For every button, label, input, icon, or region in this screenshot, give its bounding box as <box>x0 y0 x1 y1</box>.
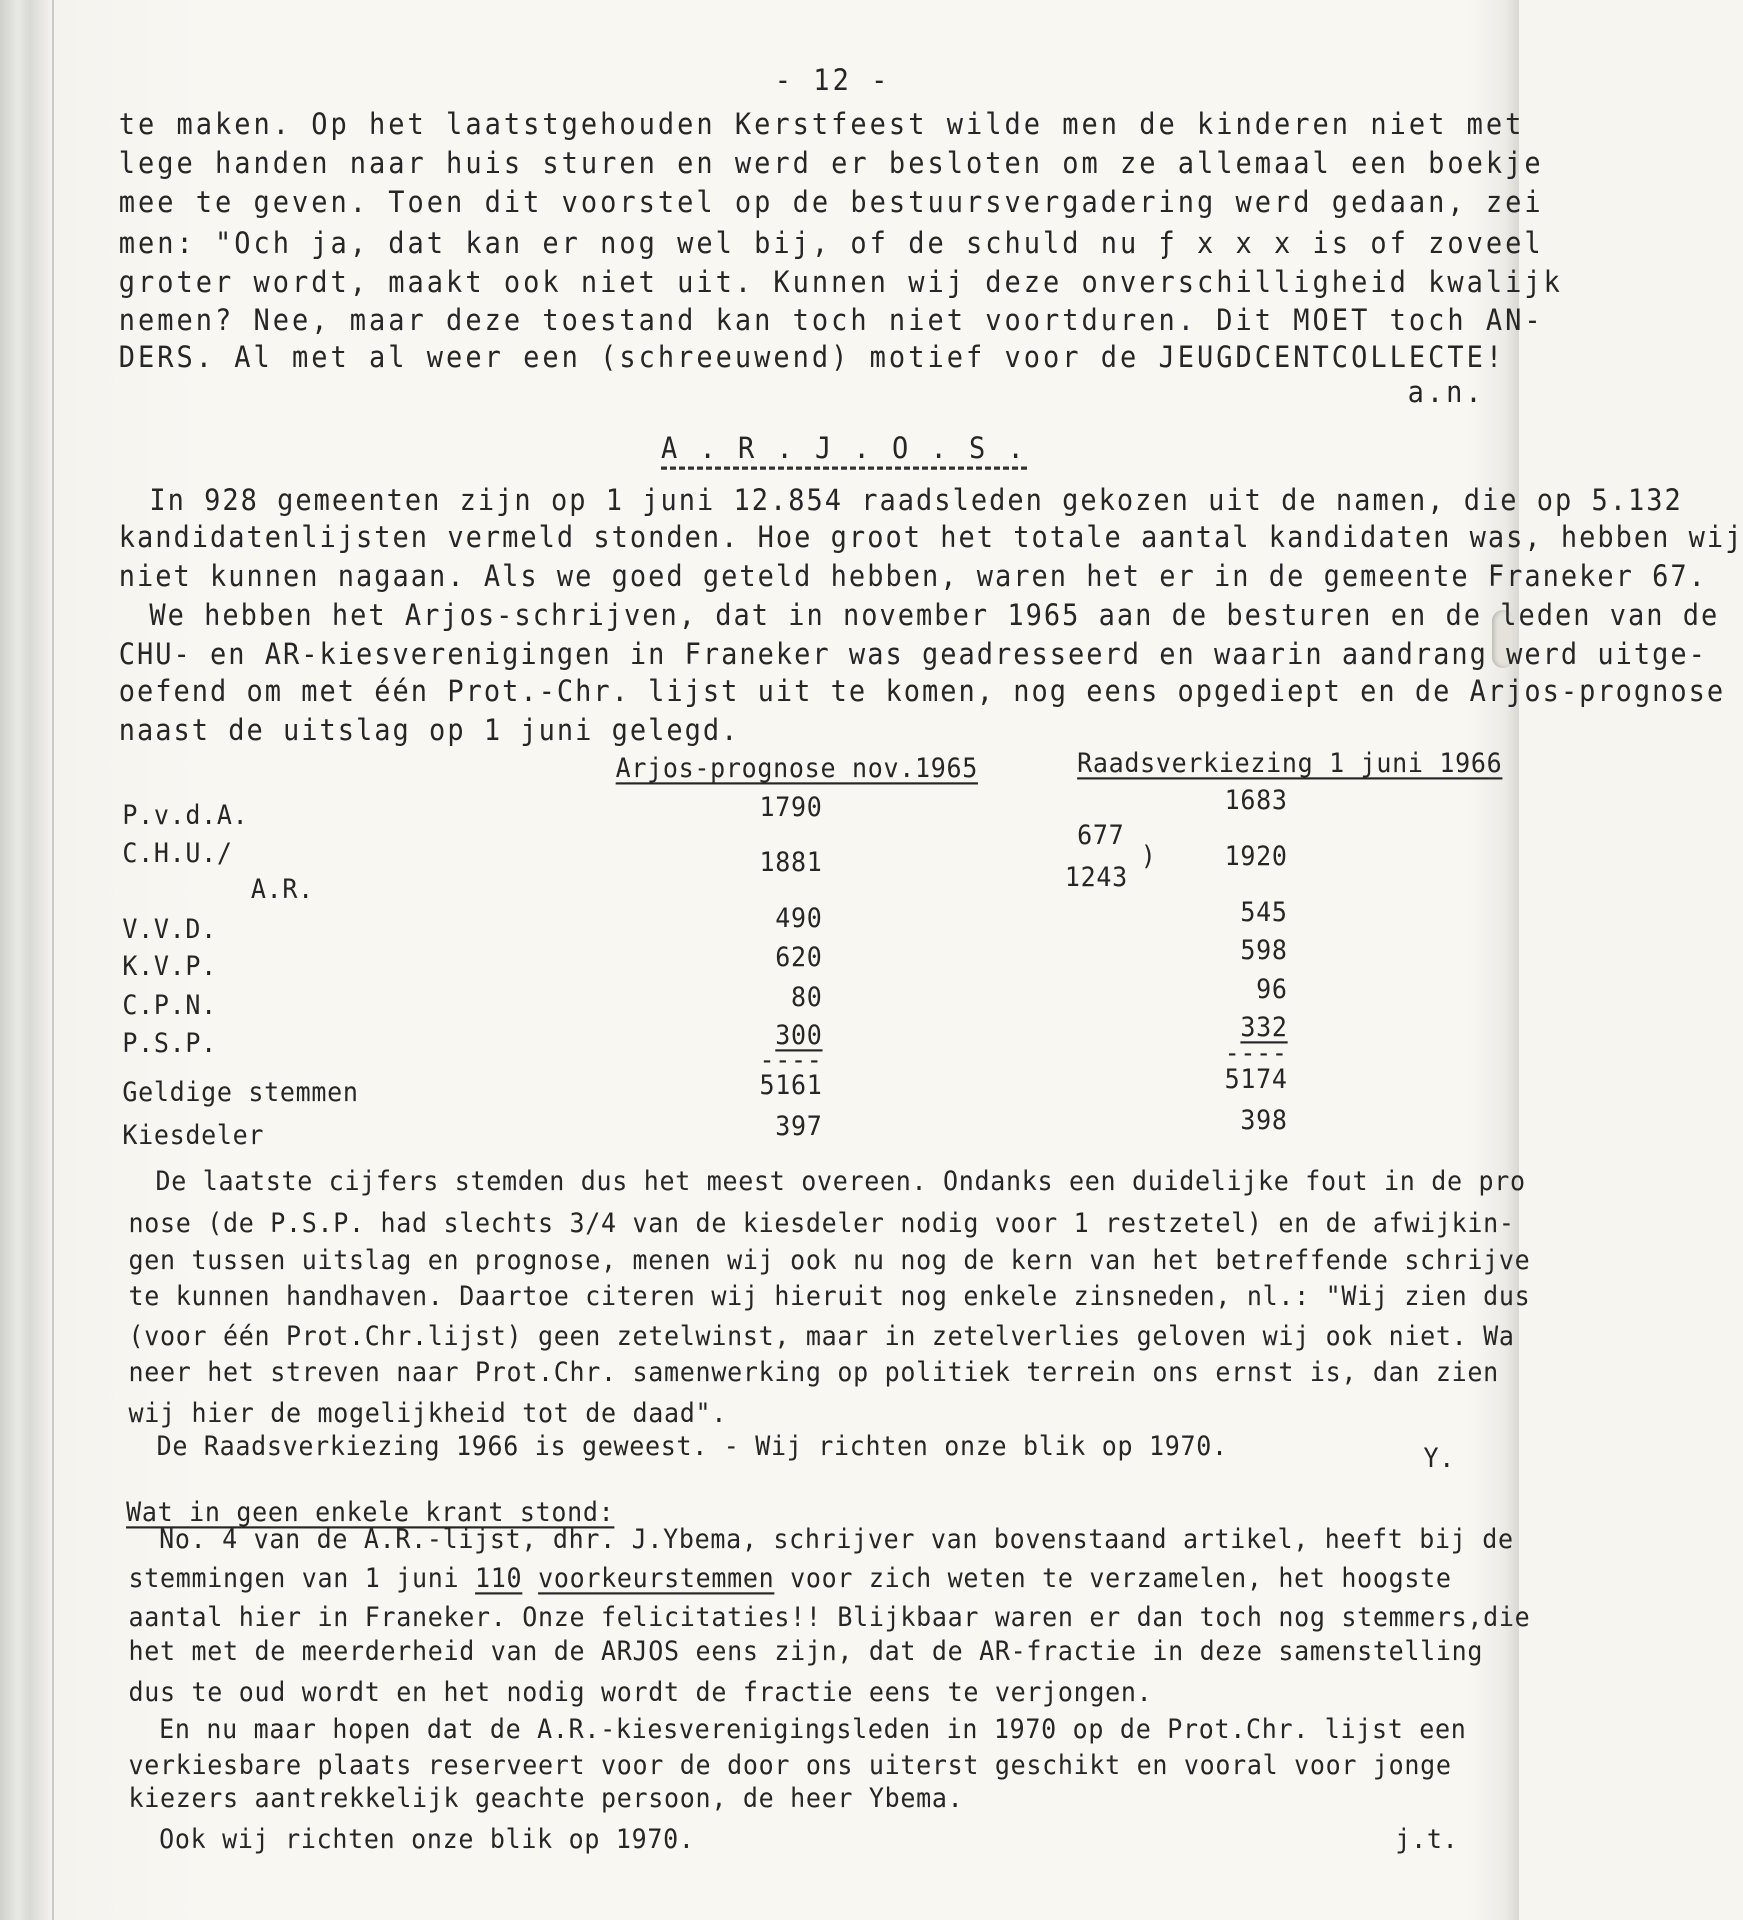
vote-count: 110 <box>475 1562 523 1594</box>
article-line: neer het streven naar Prot.Chr. samenwerking op politiek terrein ons ernst is, dan zien <box>128 1356 1499 1388</box>
note-line: aantal hier in Franeker. Onze felicitaties!! Blijkbaar waren er dan toch nog stemmers,die <box>128 1601 1531 1633</box>
table-total-prognose: 5161 <box>759 1068 823 1101</box>
article-signature: Y. <box>1423 1442 1456 1474</box>
page-edge <box>52 0 54 1920</box>
table-party: V.V.D. <box>122 913 217 945</box>
table-party: P.S.P. <box>122 1027 217 1059</box>
intro-line: lege handen naar huis sturen en werd er besloten om ze allemaal een boekje <box>118 147 1544 181</box>
article-line: (voor één Prot.Chr.lijst) geen zetelwinst, maar in zetelverlies geloven wij ook niet. Wa <box>128 1319 1515 1352</box>
table-party: K.V.P. <box>122 950 217 982</box>
table-header-result: Raadsverkiezing 1 juni 1966 <box>1077 746 1503 779</box>
note-signature: j.t. <box>1395 1822 1459 1855</box>
table-prognose: 1790 <box>759 790 823 823</box>
table-result: 1920 <box>1224 839 1288 872</box>
intro-line: men: "Och ja, dat kan er nog wel bij, of de schuld nu ƒ x x x is of zoveel <box>118 226 1544 261</box>
article-line: niet kunnen nagaan. Als we goed geteld hebben, waren het er in de gemeente Franeker 67. <box>118 559 1707 594</box>
note-line: dus te oud wordt en het nodig wordt de fractie eens te verjongen. <box>128 1675 1153 1708</box>
table-total-label: Geldige stemmen <box>122 1076 359 1108</box>
note-line: kiezers aantrekkelijk geachte persoon, de heer Ybema. <box>128 1782 964 1814</box>
intro-line: mee te geven. Toen dit voorstel op de bestuursvergadering werd gedaan, zei <box>118 186 1544 220</box>
article-line: We hebben het Arjos-schrijven, dat in november 1965 aan de besturen en de leden van de <box>149 598 1720 633</box>
table-total-prognose: 397 <box>775 1110 823 1142</box>
note-line: En nu maar hopen dat de A.R.-kiesverenigingsleden in 1970 op de Prot.Chr. lijst een <box>159 1712 1467 1744</box>
table-separator: ---- <box>759 1044 823 1076</box>
table-total-label: Kiesdeler <box>122 1118 265 1151</box>
article-line: oefend om met één Prot.-Chr. lijst uit te komen, nog eens opgediept en de Arjos-prognose <box>118 674 1726 709</box>
table-prognose: 490 <box>775 902 823 934</box>
table-prognose: 300 <box>775 1018 823 1050</box>
article-line: De laatste cijfers stemden dus het meest overeen. Ondanks een duidelijke fout in de pro <box>155 1165 1526 1197</box>
note-heading: Wat in geen enkele krant stond: <box>126 1495 615 1528</box>
table-separator: ---- <box>1224 1037 1288 1069</box>
note-line: het met de meerderheid van de ARJOS eens zijn, dat de AR-fractie in deze samenstelling <box>128 1635 1484 1667</box>
table-split-ar: 1243 <box>1064 860 1128 893</box>
page-number: - 12 - <box>774 64 891 98</box>
table-party: C.P.N. <box>122 989 217 1021</box>
article-line: nose (de P.S.P. had slechts 3/4 van de kiesdeler nodig voor 1 restzetel) en de afwijkin- <box>128 1207 1515 1239</box>
table-prognose: 1881 <box>759 846 823 878</box>
note-line <box>129 1561 1452 1596</box>
table-party: P.v.d.A. <box>122 799 249 831</box>
intro-line: te maken. Op het laatstgehouden Kerstfeest wilde men de kinderen niet met <box>118 108 1525 142</box>
preference-votes: voorkeurstemmen <box>538 1562 775 1594</box>
table-total-result: 5174 <box>1224 1062 1288 1094</box>
article-line: De Raadsverkiezing 1966 is geweest. - Wij richten onze blik op 1970. <box>156 1429 1228 1462</box>
article-title: A . R . J . O . S . <box>661 432 1027 470</box>
table-party: C.H.U./ <box>122 837 233 869</box>
table-header-prognose: Arjos-prognose nov.1965 <box>615 751 978 784</box>
note-text: voor zich weten te verzamelen, het hoogste <box>774 1562 1452 1594</box>
article-line: te kunnen handhaven. Daartoe citeren wij hieruit nog enkele zinsneden, nl.: "Wij zien dus <box>128 1280 1531 1312</box>
table-result: 545 <box>1240 896 1288 928</box>
table-result: 1683 <box>1224 783 1288 815</box>
bracket-icon: ) <box>1140 839 1157 872</box>
article-line: kandidatenlijsten vermeld stonden. Hoe groot het totale aantal kandidaten was, hebben wij <box>118 520 1743 555</box>
article-line: In 928 gemeenten zijn op 1 juni 12.854 raadsleden gekozen uit de namen, die op 5.132 <box>149 483 1683 518</box>
table-prognose: 620 <box>775 941 823 973</box>
table-result: 332 <box>1240 1011 1288 1043</box>
table-split-chu: 677 <box>1077 819 1125 851</box>
intro-line: nemen? Nee, maar deze toestand kan toch niet voortduren. Dit MOET toch AN- <box>118 303 1544 338</box>
note-line: verkiesbare plaats reserveert voor de door ons uiterst geschikt en vooral voor jonge <box>128 1749 1452 1781</box>
article-line: wij hier de mogelijkheid tot de daad". <box>128 1396 728 1429</box>
intro-line: DERS. Al met al weer een (schreeuwend) motief voor de JEUGDCENTCOLLECTE! <box>118 340 1506 375</box>
article-line: CHU- en AR-kiesverenigingen in Franeker was geadresseerd en waarin aandrang werd uitge- <box>118 638 1707 672</box>
note-line: No. 4 van de A.R.-lijst, dhr. J.Ybema, schrijver van bovenstaand artikel, heeft bij de <box>159 1522 1514 1555</box>
note-line: Ook wij richten onze blik op 1970. <box>159 1822 695 1855</box>
article-line: naast de uitslag op 1 juni gelegd. <box>118 713 740 748</box>
article-line: gen tussen uitslag en prognose, menen wij ook nu nog de kern van het betreffende schrijve <box>128 1243 1531 1276</box>
table-result: 96 <box>1256 973 1288 1005</box>
intro-line: groter wordt, maakt ook niet uit. Kunnen wij deze onverschilligheid kwalijk <box>118 265 1563 300</box>
table-result: 598 <box>1240 934 1288 966</box>
intro-signature: a.n. <box>1407 376 1485 410</box>
table-total-result: 398 <box>1240 1104 1288 1136</box>
note-text <box>522 1562 538 1593</box>
note-text: stemmingen van 1 juni <box>128 1562 476 1594</box>
table-prognose: 80 <box>791 980 823 1012</box>
table-party-ar: A.R. <box>250 872 314 905</box>
